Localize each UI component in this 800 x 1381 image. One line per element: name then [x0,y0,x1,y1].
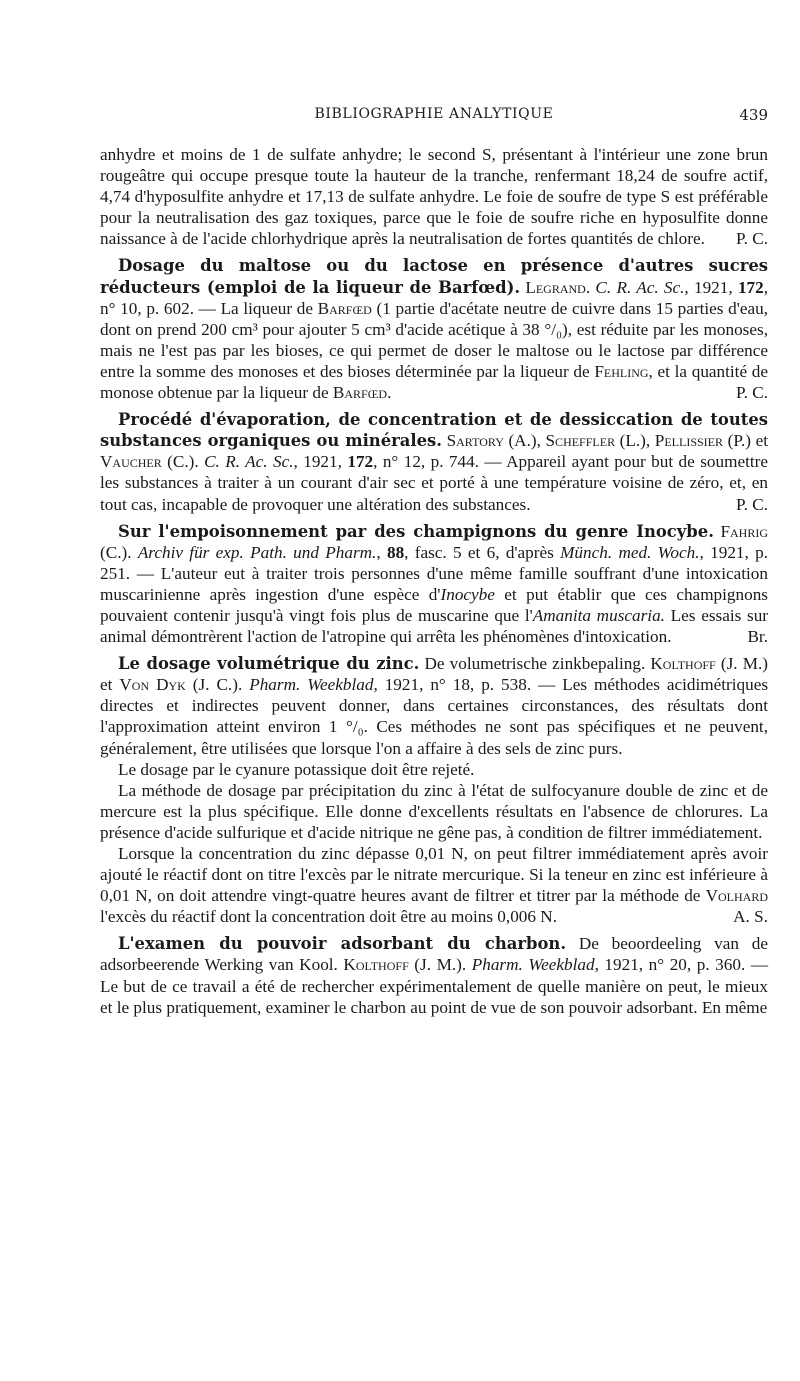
entry-zinc-para: Le dosage par le cyanure potassique doit être rejeté. [118,759,475,779]
page-number: 439 [739,106,768,124]
entry-author-initials: (P.) et [723,431,768,451]
entry-journal: Pharm. Weekblad [471,955,595,975]
entry-author-initials: (C.). [161,452,205,472]
entry-body: Les essais sur animal démontrèrent l'action de l'atropine qui arrêta les phénomènes d'intoxication. [100,605,769,647]
entry-author-initials: (J. M.). [408,955,472,975]
entry-ref-rest: , fasc. 5 et 6, d'après [404,542,561,562]
entry-name: Barfœd. [332,383,392,403]
entry-inocybe [100,521,768,648]
entry-zinc-para [100,843,768,927]
entry-author: Von Dyk [119,675,186,695]
entry-body: (1 partie d'acétate neutre de cuivre dans 15 parties d'eau, dont on prend 200 cm³ pour ajouter 5 cm³ d'acide acétique à 38 °/₀), est réduite par les monoses, mais ne l'est pas par les bioses, ce qui permet de doser le maltose ou le lactose par différence entre la somme des monoses et des bioses déterminée par la liqueur de [100,298,769,381]
intro-signature: P. C. [735,229,768,249]
entry-author: Sartory [446,431,504,451]
entry-ref-rest: , n° 10, p. 602. — [100,277,769,318]
entry-title: L'examen du pouvoir adsorbant du charbon. [118,934,567,954]
entry-volume: 172 [737,277,764,297]
entry-journal: Archiv für exp. Path. und Pharm. [137,542,377,562]
entry-body: Lorsque la concentration du zinc dépasse 0,01 N, on peut filtrer immédiatement après avoir ajouté le réactif dont on titre l'excès par le nitrate mercurique. Si la teneur en zinc est inférieure à 0,01 N, on doit attendre vingt-quatre heures avant de filtrer et titrer par la méthode de [100,844,768,906]
entry-signature: A. S. [733,907,768,927]
entry-genus: Inocybe [440,584,495,604]
entry-author: Legrand. [525,277,591,297]
entry-body: Appareil ayant pour but de soumettre les substances à traiter à un courant d'air sec et porté à une température voisine de zéro, et, en tout cas, incapable de provoquer une altération des substances. [100,452,768,514]
entry-author: Pellissier [654,431,724,451]
entry-author-initials: (J. C.). [185,675,250,695]
entry-volume: 172 [347,452,374,472]
entry-year: , 1921, [684,277,738,297]
entry-year: , 1921, [293,452,348,472]
entry-maltose [100,255,768,403]
entry-title: Dosage du maltose ou du lactose en présence d'autres sucres réducteurs (emploi de la liqueur de Barfœd). [100,256,768,297]
entry-zinc-intro [100,653,768,758]
entry-author: Kolthoff [650,654,716,674]
entry-name: Volhard [705,886,768,906]
entry-title: Le dosage volumétrique du zinc. [118,654,420,674]
entry-body: et put établir que ces champignons pouvaient contenir jusqu'à vingt fois plus de muscarine que l' [100,584,768,625]
entry-journal: C. R. Ac. Sc. [204,452,294,472]
page-header [100,106,768,128]
entry-subtitle: De volumetrische zinkbepaling. [419,654,651,674]
entry-author: Scheffler [545,431,616,451]
entry-body: La liqueur de [220,298,318,318]
entry-evaporation [100,409,768,514]
entry-author-initials: (L.), [615,431,655,451]
entry-zinc-para: La méthode de dosage par précipitation du zinc à l'état de sulfocyanure double de zinc et de mercure est la plus spécifique. Elle donne d'excellents résultats en l'absence de chlorures. La présence d'acide sulfurique et d'acide nitrique ne gêne pas, à condition de filtrer immédiatement. [100,780,768,842]
entry-author: Kolthoff [343,955,409,975]
page-body [100,144,768,1024]
entry-ref-rest: , 1921, n° 18, p. 538. — [373,675,563,695]
entry-signature: Br. [747,627,768,647]
entry-zinc [100,653,768,927]
entry-title: Sur l'empoisonnement par des champignons du genre Inocybe. [118,521,714,541]
entry-journal: Pharm. Weekblad [249,675,374,695]
entry-author: Fahrig [720,521,768,541]
entry-body: Le but de ce travail a été de rechercher expérimentalement de quelle manière on peut, le mieux et le plus pratiquement, examiner le charbon au point de vue de son pouvoir adsorbant. En même [100,976,768,1017]
entry-author-initials: (C.). [100,542,138,562]
entry-author-initials: (J. M.) et [100,654,768,695]
intro-text: anhydre et moins de 1 de sulfate anhydre; le second S, présentant à l'intérieur une zone brun rougeâtre qui occupe presque toute la hauteur de la tranche, renfermant 18,24 de soufre actif, 4,74 d'hyposulfite anhydre et 17,13 de sulfate anhydre. Le foie de soufre de type S est préférable pour la neutralisation des gaz toxiques, parce que le foie de soufre riche en hyposulfite donne naissance à de l'acide chlorhydrique après la neutralisation de fortes quantités de chlore. [100,145,768,249]
entry-species: Amanita muscaria. [532,605,665,625]
entry-journal: C. R. Ac. Sc. [595,277,685,297]
entry-ref-rest: , 1921, p. 251. — [100,542,769,583]
entry-author-initials: (A.), [503,431,546,451]
entry-subtitle: De beoordeeling van de adsorbeerende Werking van Kool. [100,934,768,975]
entry-name: Fehling [594,361,649,381]
entry-charbon [100,933,768,1017]
entry-name: Barfœd [317,298,372,318]
entry-ref-sep: , [376,542,387,562]
entry-body: l'excès du réactif dont la concentration doit être au moins 0,006 N. [100,907,557,927]
entry-author: Vaucher [100,452,162,472]
entry-title: Procédé d'évaporation, de concentration et de dessiccation de toutes substances organiques ou minérales. [100,410,768,451]
intro-paragraph [100,144,768,249]
entry-body: L'auteur eut à traiter trois personnes d'une même famille souffrant d'une intoxication muscarinienne après ingestion d'une espèce d' [100,563,768,604]
running-title: BIBLIOGRAPHIE ANALYTIQUE [314,106,554,122]
entry-body: Les méthodes acidimétriques directes et indirectes peuvent donner, dans certaines circonstances, des résultats dont l'approximation atteint environ 1 °/₀. Ces méthodes ne sont pas spécifiques et ne peuvent, généralement, être utilisées que lorsque l'on a affaire à des sels de zinc purs. [100,675,769,758]
entry-signature: P. C. [735,494,768,514]
entry-ref-rest: , 1921, n° 20, p. 360. — [594,955,769,975]
entry-body: , et la quantité de monose obtenue par la liqueur de [100,361,768,403]
entry-signature: P. C. [735,383,768,403]
entry-journal: Münch. med. Woch. [560,542,700,562]
entry-volume: 88 [386,542,405,562]
entry-ref-rest: , n° 12, p. 744. — [373,452,507,472]
